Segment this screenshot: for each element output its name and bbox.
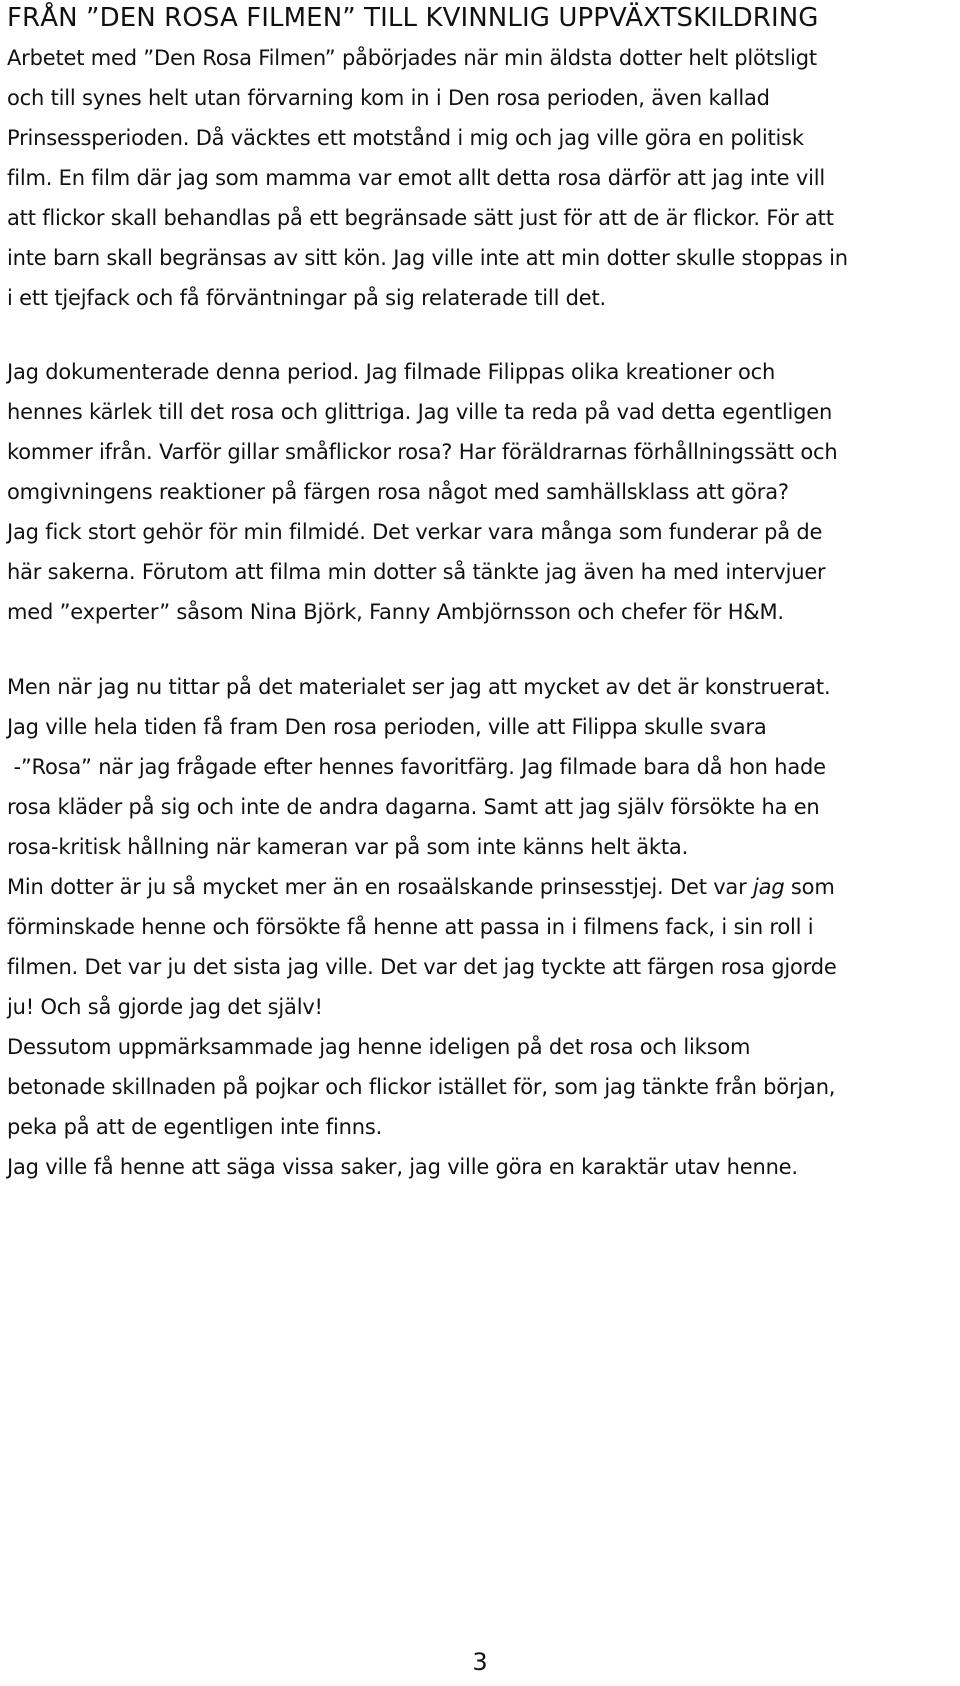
paragraph-3-line-2: Jag ville hela tiden få fram Den rosa perioden, ville att Filippa skulle svara [7,715,767,739]
paragraph-1-line-1: Arbetet med ”Den Rosa Filmen” påbörjades när min äldsta dotter helt plötsligt [7,46,817,70]
paragraph-3-line-3: -”Rosa” när jag frågade efter hennes favoritfärg. Jag filmade bara då hon hade [7,755,826,779]
paragraph-2-line-3: kommer ifrån. Varför gillar småflickor rosa? Har föräldrarnas förhållningssätt och [7,440,838,464]
paragraph-1-line-7: i ett tjejfack och få förväntningar på sig relaterade till det. [7,286,607,310]
paragraph-4-line-3: filmen. Det var ju det sista jag ville. Det var det jag tyckte att färgen rosa gjorde [7,955,837,979]
paragraph-2-line-6: här sakerna. Förutom att filma min dotter så tänkte jag även ha med intervjuer [7,560,826,584]
document-title: FRÅN ”DEN ROSA FILMEN” TILL KVINNLIG UPPVÄXTSKILDRING [7,3,819,33]
paragraph-4-line-1-start: Min dotter är ju så mycket mer än en rosaälskande prinsesstjej. Det var [7,875,754,899]
paragraph-3-line-5: rosa-kritisk hållning när kameran var på som inte känns helt äkta. [7,835,689,859]
emphasized-word: jag [753,875,785,899]
paragraph-4-line-4: ju! Och så gjorde jag det själv! [7,995,323,1019]
paragraph-1-line-6: inte barn skall begränsas av sitt kön. Jag ville inte att min dotter skulle stoppas in [7,246,848,270]
paragraph-5-line-2: betonade skillnaden på pojkar och flickor istället för, som jag tänkte från början, [7,1075,836,1099]
paragraph-5-line-3: peka på att de egentligen inte finns. [7,1115,383,1139]
paragraph-1-line-4: film. En film där jag som mamma var emot allt detta rosa därför att jag inte vill [7,166,825,190]
paragraph-1-line-3: Prinsessperioden. Då väcktes ett motstånd i mig och jag ville göra en politisk [7,126,804,150]
paragraph-1-line-2: och till synes helt utan förvarning kom in i Den rosa perioden, även kallad [7,86,770,110]
paragraph-4-line-1 [7,867,835,907]
paragraph-2-line-7: med ”experter” såsom Nina Björk, Fanny Ambjörnsson och chefer för H&M. [7,600,784,624]
paragraph-4-line-1-end: som [784,875,835,899]
paragraph-2-line-5: Jag fick stort gehör för min filmidé. Det verkar vara många som funderar på de [7,520,823,544]
paragraph-3-line-1: Men när jag nu tittar på det materialet ser jag att mycket av det är konstruerat. [7,675,831,699]
paragraph-2-line-1: Jag dokumenterade denna period. Jag filmade Filippas olika kreationer och [7,360,776,384]
paragraph-6-line-1: Jag ville få henne att säga vissa saker, jag ville göra en karaktär utav henne. [7,1155,798,1179]
paragraph-3-line-4: rosa kläder på sig och inte de andra dagarna. Samt att jag själv försökte ha en [7,795,820,819]
paragraph-5-line-1: Dessutom uppmärksammade jag henne ideligen på det rosa och liksom [7,1035,751,1059]
paragraph-1-line-5: att flickor skall behandlas på ett begränsade sätt just för att de är flickor. För att [7,206,834,230]
paragraph-2-line-2: hennes kärlek till det rosa och glittriga. Jag ville ta reda på vad detta egentligen [7,400,833,424]
page-number: 3 [472,1648,488,1676]
paragraph-2-line-4: omgivningens reaktioner på färgen rosa något med samhällsklass att göra? [7,480,789,504]
paragraph-4-line-2: förminskade henne och försökte få henne att passa in i filmens fack, i sin roll i [7,915,814,939]
